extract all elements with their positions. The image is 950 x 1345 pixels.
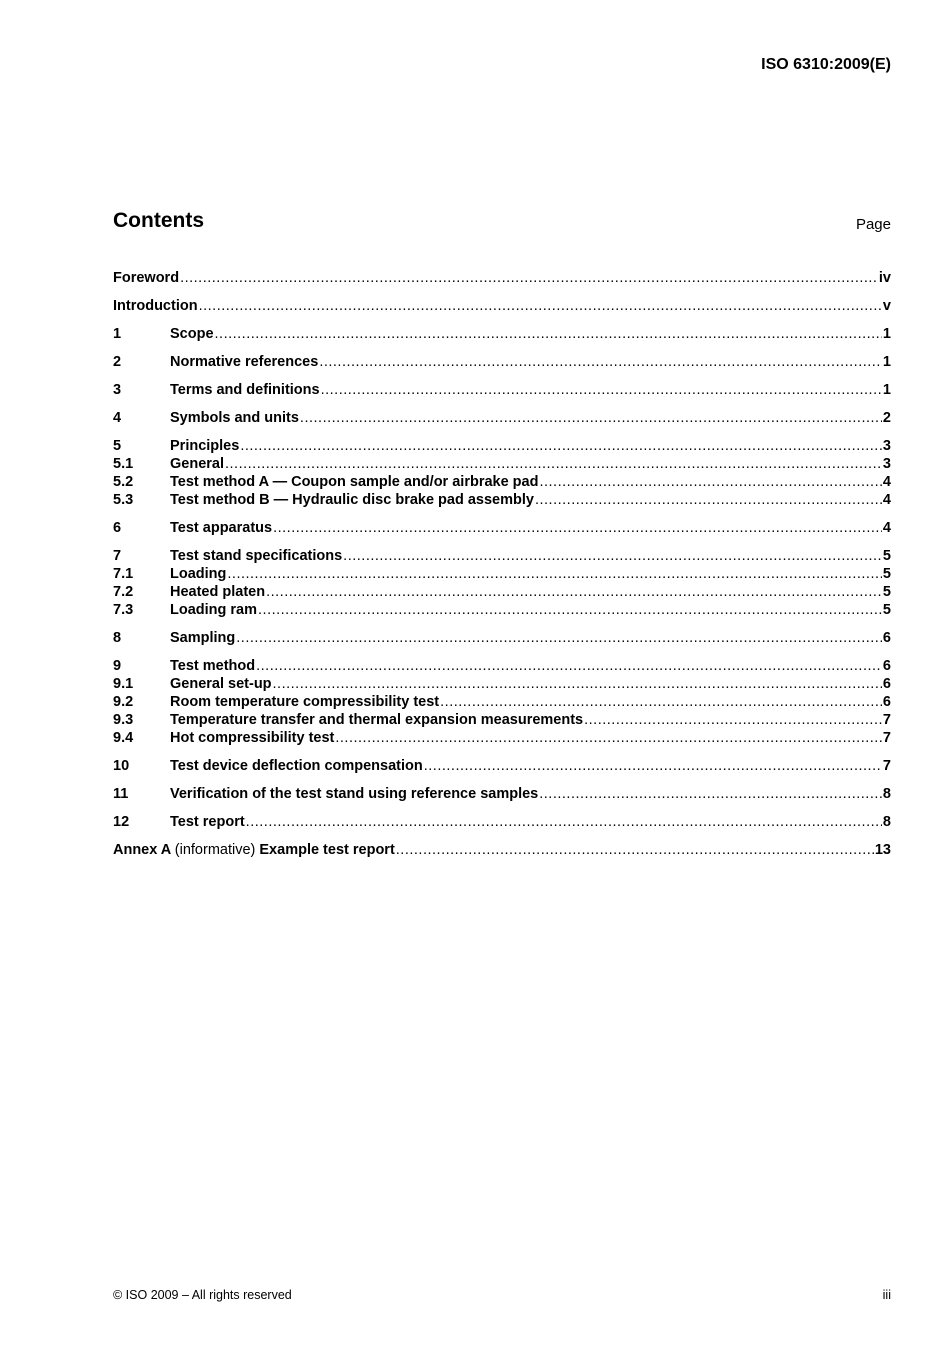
toc-title: Verification of the test stand using reference samples — [170, 786, 539, 802]
toc-leader — [424, 758, 882, 774]
toc-leader — [227, 566, 882, 582]
toc-page: 5 — [882, 584, 891, 600]
toc-leader — [199, 298, 882, 314]
toc-entry[interactable] — [113, 456, 891, 474]
toc-number: 6 — [113, 520, 122, 536]
toc-page: 5 — [882, 548, 891, 564]
toc-title: Temperature transfer and thermal expansion measurements — [170, 712, 584, 728]
toc-number: 5.1 — [113, 456, 134, 472]
toc-page: 8 — [882, 814, 891, 830]
toc-title: Hot compressibility test — [170, 730, 335, 746]
toc-title — [113, 842, 395, 858]
toc-leader — [584, 712, 882, 728]
toc-title: Scope — [170, 326, 214, 342]
toc-entry[interactable] — [113, 676, 891, 694]
toc-page: 2 — [882, 410, 891, 426]
toc-title: General — [170, 456, 224, 472]
toc-leader — [246, 814, 882, 830]
toc-leader — [273, 676, 882, 692]
toc-entry[interactable] — [113, 438, 891, 456]
toc-number: 11 — [113, 786, 129, 802]
toc-page: 5 — [882, 602, 891, 618]
toc-title: Terms and definitions — [170, 382, 320, 398]
contents-heading: Contents — [113, 209, 204, 232]
toc-title: General set-up — [170, 676, 272, 692]
toc-page: iv — [878, 270, 891, 286]
toc-page: 6 — [882, 676, 891, 692]
toc-title: Test method B — Hydraulic disc brake pad assembly — [170, 492, 534, 508]
toc-entry[interactable] — [113, 520, 891, 538]
toc-leader — [321, 382, 882, 398]
toc-entry[interactable] — [113, 814, 891, 832]
toc-number: 7 — [113, 548, 122, 564]
toc-entry[interactable] — [113, 658, 891, 676]
toc-page: 3 — [882, 438, 891, 454]
toc-page: 7 — [882, 712, 891, 728]
toc-number: 2 — [113, 354, 122, 370]
toc-entry[interactable] — [113, 474, 891, 492]
toc-leader — [273, 520, 882, 536]
toc-title: Introduction — [113, 298, 198, 314]
toc-leader — [300, 410, 882, 426]
toc-leader — [343, 548, 882, 564]
toc-entry[interactable] — [113, 566, 891, 584]
footer-copyright: © ISO 2009 – All rights reserved — [113, 1288, 292, 1302]
toc-entry[interactable] — [113, 326, 891, 344]
toc-page: 13 — [874, 842, 891, 858]
toc-leader — [396, 842, 874, 858]
toc-leader — [539, 474, 881, 490]
document-code: ISO 6310:2009(E) — [761, 56, 891, 73]
toc-entry[interactable] — [113, 730, 891, 748]
toc-leader — [266, 584, 882, 600]
toc-title: Sampling — [170, 630, 236, 646]
toc-title: Test device deflection compensation — [170, 758, 423, 774]
annex-kind: (informative) — [174, 842, 256, 858]
toc-number: 9.4 — [113, 730, 134, 746]
toc-title: Foreword — [113, 270, 180, 286]
toc-title: Heated platen — [170, 584, 266, 600]
toc-number: 9.1 — [113, 676, 134, 692]
toc-title: Test method — [170, 658, 256, 674]
toc-page: 7 — [882, 730, 891, 746]
toc-page: 5 — [882, 566, 891, 582]
toc-page: v — [882, 298, 891, 314]
toc-number: 4 — [113, 410, 122, 426]
toc-leader — [539, 786, 882, 802]
toc-title: Test apparatus — [170, 520, 273, 536]
toc-entry[interactable] — [113, 786, 891, 804]
toc-title: Test method A — Coupon sample and/or airbrake pad — [170, 474, 539, 490]
toc-number: 7.3 — [113, 602, 134, 618]
toc-leader — [335, 730, 882, 746]
toc-page: 4 — [882, 520, 891, 536]
toc-entry[interactable] — [113, 630, 891, 648]
toc-leader — [440, 694, 882, 710]
toc-number: 7.1 — [113, 566, 134, 582]
annex-title: Example test report — [259, 842, 395, 858]
toc-entry[interactable] — [113, 382, 891, 400]
toc-page: 3 — [882, 456, 891, 472]
toc-entry[interactable] — [113, 694, 891, 712]
toc-leader — [180, 270, 878, 286]
toc-number: 5 — [113, 438, 122, 454]
toc-page: 6 — [882, 658, 891, 674]
toc-title: Room temperature compressibility test — [170, 694, 440, 710]
toc-number: 7.2 — [113, 584, 134, 600]
toc-number: 12 — [113, 814, 130, 830]
toc-leader — [225, 456, 882, 472]
toc-entry[interactable] — [113, 712, 891, 730]
toc-entry[interactable] — [113, 270, 891, 288]
footer-page-number: iii — [882, 1288, 891, 1302]
toc-page: 1 — [882, 354, 891, 370]
toc-entry-annex-a[interactable] — [113, 842, 891, 860]
toc-page: 6 — [882, 630, 891, 646]
toc-title: Principles — [170, 438, 240, 454]
toc-number: 10 — [113, 758, 130, 774]
toc-leader — [256, 658, 882, 674]
toc-number: 3 — [113, 382, 122, 398]
toc-entry[interactable] — [113, 298, 891, 316]
toc-number: 5.3 — [113, 492, 134, 508]
toc-title: Loading ram — [170, 602, 258, 618]
toc-page: 4 — [882, 492, 891, 508]
toc-number: 9.2 — [113, 694, 134, 710]
toc-entry[interactable] — [113, 354, 891, 372]
toc-leader — [236, 630, 882, 646]
toc-number: 1 — [113, 326, 122, 342]
toc-page: 6 — [882, 694, 891, 710]
toc-number: 5.2 — [113, 474, 134, 490]
toc-title: Symbols and units — [170, 410, 299, 426]
toc-page: 1 — [882, 382, 891, 398]
toc-leader — [319, 354, 882, 370]
toc-entry[interactable] — [113, 584, 891, 602]
toc-leader — [215, 326, 882, 342]
toc-page: 8 — [882, 786, 891, 802]
toc-page: 4 — [882, 474, 891, 490]
toc-page: 1 — [882, 326, 891, 342]
toc-title: Test stand specifications — [170, 548, 343, 564]
annex-label: Annex A — [113, 842, 171, 858]
toc-entry[interactable] — [113, 492, 891, 510]
toc-leader — [240, 438, 882, 454]
page-column-label: Page — [855, 216, 891, 233]
toc-entry[interactable] — [113, 758, 891, 776]
toc-title: Normative references — [170, 354, 319, 370]
toc-entry[interactable] — [113, 548, 891, 566]
toc-entry[interactable] — [113, 410, 891, 428]
toc-number: 8 — [113, 630, 122, 646]
toc-entry[interactable] — [113, 602, 891, 620]
table-of-contents — [113, 270, 891, 860]
toc-number: 9 — [113, 658, 122, 674]
toc-title: Test report — [170, 814, 245, 830]
toc-title: Loading — [170, 566, 227, 582]
toc-leader — [535, 492, 882, 508]
toc-leader — [258, 602, 882, 618]
toc-page: 7 — [882, 758, 891, 774]
toc-number: 9.3 — [113, 712, 134, 728]
